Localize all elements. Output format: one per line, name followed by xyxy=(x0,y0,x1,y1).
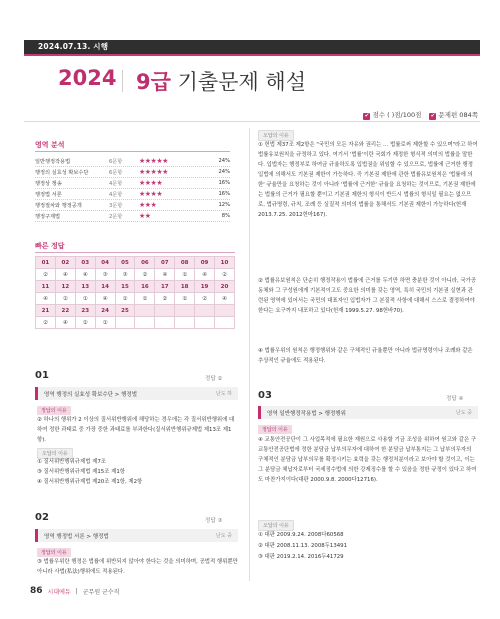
quick-answer-table xyxy=(35,256,235,329)
wrong-item: ③ 질서위반행위규제법 제15조 제1항 xyxy=(37,469,125,475)
area-count: 2문항 xyxy=(109,213,123,220)
question-number: 10 xyxy=(215,257,235,269)
header-accent-line xyxy=(24,54,480,56)
area-name: 행정절차와 행정공개 xyxy=(35,202,82,209)
checkbox-icon: ✔ xyxy=(364,113,370,119)
score-divider xyxy=(24,121,480,122)
answer-cell: ② xyxy=(55,293,75,305)
score-item xyxy=(363,110,421,120)
empty-cell xyxy=(195,305,215,317)
empty-cell xyxy=(175,317,195,329)
difficulty-label: 난도 중 xyxy=(455,410,472,416)
question-number: 17 xyxy=(155,281,175,293)
answer-cell: ① xyxy=(175,293,195,305)
answer-cell: ② xyxy=(75,317,95,329)
answer-cell: ④ xyxy=(95,293,115,305)
answer-cell: ② xyxy=(215,269,235,281)
answer-cell: ① xyxy=(135,293,155,305)
area-count: 6문항 xyxy=(109,158,123,165)
answer-cell: ③ xyxy=(95,269,115,281)
answer-cell xyxy=(115,317,135,329)
date-header-bar xyxy=(24,40,480,54)
question-number-heading: 03 xyxy=(258,390,272,401)
area-label: 영역 일반행정작용법 > 행정행위 xyxy=(267,411,346,417)
area-name: 행정의 실효성 확보수단 xyxy=(35,169,89,176)
answer-cell: ② xyxy=(36,317,56,329)
question-number: 19 xyxy=(195,281,215,293)
question-number: 14 xyxy=(95,281,115,293)
page-ref-item xyxy=(429,110,478,120)
empty-cell xyxy=(195,317,215,329)
answer-cell: ② xyxy=(155,293,175,305)
empty-cell xyxy=(135,317,155,329)
question-number: 21 xyxy=(36,305,56,317)
page-title xyxy=(136,66,306,96)
star-rating: ★★★★★ xyxy=(139,168,168,176)
answer-row xyxy=(36,293,235,305)
empty-cell xyxy=(135,305,155,317)
reason-tag: 정답의 이유 xyxy=(258,425,292,434)
empty-cell xyxy=(215,317,235,329)
question-number: 06 xyxy=(135,257,155,269)
empty-cell xyxy=(155,317,175,329)
question-number: 09 xyxy=(195,257,215,269)
star-rating: ★★★★★ xyxy=(139,157,168,165)
question-number: 16 xyxy=(135,281,155,293)
empty-cell xyxy=(215,305,235,317)
reason-tag: 정답의 이유 xyxy=(37,548,71,557)
answer-cell: ① xyxy=(115,293,135,305)
wrong-item: ④ 법률우위의 원칙은 행정행위와 같은 구체적인 규율뿐만 아니라 법규명령이나 조례와 같은 추상적인 규율에도 적용된다. xyxy=(258,348,473,364)
question-number-row xyxy=(36,257,235,269)
area-percent: 24% xyxy=(218,158,230,164)
analysis-table xyxy=(35,156,230,222)
difficulty-label: 난도 하 xyxy=(215,391,232,397)
area-count: 3문항 xyxy=(109,202,123,209)
wrong-item: ① 헌법 제37조 제2항은 "국민의 모든 자유와 권리는 … 법률로써 제한할 수 있으며"라고 하여 법률유보원칙을 규정하고 있다. 여기서 '법률'이란 국회가 제정한 형식적 의미의 법률을 말한다. 입법자는 행정부로 하여금 규율하도록 입법권을 위임할 수 있으므로, 법률에 근거한 행정입법에 의해서도 기본권 제한이 가능하다. 즉 기본권 제한에 관한 법률유보원칙은 '법률에 의한' 규율만을 요청하는 것이 아니라 '법률에 근거한' 규율을 요청하는 것이므로, 기본권 제한에는 법률의 근거가 필요할 뿐이고 기본권 제한의 형식이 반드시 법률의 형식일 필요는 없으므로, 법규명령, 규칙, 조례 등 실질적 의미의 법률을 통해서도 기본권 제한이 가능하다(헌재 2013.7.25. 2012헌마167). xyxy=(258,142,478,218)
analysis-row xyxy=(35,167,230,178)
analysis-row xyxy=(35,189,230,200)
page-footer xyxy=(30,586,119,596)
area-percent: 8% xyxy=(221,213,230,219)
question-number: 05 xyxy=(115,257,135,269)
book-title: 군무원 군수직 xyxy=(82,588,120,596)
answer-cell: ① xyxy=(75,293,95,305)
question-answer: 정답 ② xyxy=(205,376,223,382)
area-percent: 16% xyxy=(218,191,230,197)
answer-cell: ② xyxy=(135,269,155,281)
wrong-tag: 오답의 이유 xyxy=(258,520,294,531)
empty-cell xyxy=(175,305,195,317)
question-number: 23 xyxy=(75,305,95,317)
question-number: 02 xyxy=(55,257,75,269)
analysis-row xyxy=(35,156,230,167)
question-number: 04 xyxy=(95,257,115,269)
checkbox-icon: ✔ xyxy=(430,113,436,119)
quick-answer-title: 빠른 정답 xyxy=(35,242,65,250)
answer-cell: ③ xyxy=(115,269,135,281)
title-rest: 기출문제 해설 xyxy=(177,70,306,94)
analysis-title: 영역 분석 xyxy=(35,141,65,149)
area-name: 행정상 쟁송 xyxy=(35,180,62,187)
analysis-row xyxy=(35,178,230,189)
score-label: 점수 ( )점/100점 xyxy=(372,111,422,119)
reason-text: ④ 교통안전공단이 그 사업목적에 필요한 재원으로 사용할 기금 조성을 위하여 원고와 같은 구 교통안전공단법에 정한 분담금 납부의무자에 대하여 한 분담금 납부통지는 그 납부의무자의 구체적인 분담금 납부의무를 확정시키는 효력을 갖는 행정처분이라고 보아야 할 것이고, 이는 그 분담금 체납자로부터 국세징수법에 의한 강제징수를 할 수 있음을 정한 규정이 있다고 하여도 마찬가지이다(대판 2000.9.8. 2000다12716). xyxy=(258,437,477,483)
reason-tag: 정답의 이유 xyxy=(37,406,71,415)
title-year: 2024 xyxy=(58,66,117,90)
star-rating: ★★ xyxy=(139,212,151,220)
question-number-heading: 01 xyxy=(35,370,49,381)
answer-cell: ② xyxy=(36,269,56,281)
area-count: 6문항 xyxy=(109,169,123,176)
question-area-bar xyxy=(35,529,238,542)
area-percent: 12% xyxy=(218,202,230,208)
question-number-row xyxy=(36,281,235,293)
question-number: 03 xyxy=(75,257,95,269)
analysis-rule xyxy=(35,151,230,152)
wrong-item: ① 대판 2009.9.24. 2008다60568 xyxy=(258,532,344,538)
area-count: 4문항 xyxy=(109,191,123,198)
question-number: 11 xyxy=(36,281,56,293)
question-number: 07 xyxy=(155,257,175,269)
wrong-item: ② 대판 2008.11.13. 2008두13491 xyxy=(258,543,348,549)
question-number: 24 xyxy=(95,305,115,317)
empty-cell xyxy=(155,305,175,317)
question-area-bar xyxy=(258,406,478,419)
page-ref-label: 문제편 084쪽 xyxy=(438,111,478,119)
answer-row xyxy=(36,317,235,329)
area-label: 영역 행정법 서론 > 행정법 xyxy=(44,534,109,540)
title-grade: 9급 xyxy=(136,70,171,94)
score-row xyxy=(363,110,478,120)
area-label: 영역 행정의 실효성 확보수단 > 행정벌 xyxy=(44,392,138,398)
page-number: 86 xyxy=(30,586,43,596)
analysis-row xyxy=(35,211,230,222)
area-percent: 16% xyxy=(218,180,230,186)
question-number: 12 xyxy=(55,281,75,293)
answer-cell: ① xyxy=(175,269,195,281)
star-rating: ★★★★ xyxy=(139,190,163,198)
answer-cell: ④ xyxy=(55,269,75,281)
question-answer: 정답 ④ xyxy=(446,396,464,402)
wrong-item: ④ 질서위반행위규제법 제20조 제1항, 제2항 xyxy=(37,479,143,485)
wrong-item: ① 질서위반행위규제법 제7조 xyxy=(37,459,106,465)
answer-cell: ④ xyxy=(55,317,75,329)
area-name: 행정구제법 xyxy=(35,213,61,220)
reason-text: ③ 법률우위란 행정은 법률에 위반되지 않아야 한다는 것을 의미하며, 공법적 행위뿐만 아니라 사법(私法)행위에도 적용된다. xyxy=(37,559,238,575)
answer-cell: ④ xyxy=(155,269,175,281)
answer-row xyxy=(36,269,235,281)
question-number: 15 xyxy=(115,281,135,293)
area-name: 행정법 서론 xyxy=(35,191,62,198)
question-number: 20 xyxy=(215,281,235,293)
title-divider xyxy=(122,70,123,92)
exam-date: 2024.07.13. 시행 xyxy=(38,42,109,51)
question-number: 25 xyxy=(115,305,135,317)
wrong-tag: 오답의 이유 xyxy=(37,448,73,459)
area-name: 일반행정작용법 xyxy=(35,158,71,165)
reason-text: ② 하나의 행위가 2 이상의 질서위반행위에 해당하는 경우에는 각 질서위반행위에 대하여 정한 과태료 중 가장 중한 과태료를 부과한다(질서위반행위규제법 제13조 제1항). xyxy=(37,417,235,443)
answer-cell: ④ xyxy=(75,269,95,281)
question-number-heading: 02 xyxy=(35,512,49,523)
wrong-item: ③ 대판 2019.2.14. 2016두41729 xyxy=(258,554,344,560)
question-number: 01 xyxy=(36,257,56,269)
answer-cell: ① xyxy=(95,317,115,329)
answer-cell: ② xyxy=(195,293,215,305)
area-percent: 24% xyxy=(218,169,230,175)
question-answer: 정답 ③ xyxy=(205,518,223,524)
footer-separator: | xyxy=(75,587,78,595)
wrong-tag: 오답의 이유 xyxy=(258,130,294,141)
question-number-row xyxy=(36,305,235,317)
quick-answer-rule xyxy=(35,252,235,253)
difficulty-label: 난도 중 xyxy=(215,533,232,539)
star-rating: ★★★ xyxy=(139,201,157,209)
star-rating: ★★★★ xyxy=(139,179,163,187)
question-area-bar xyxy=(35,387,238,400)
area-count: 4문항 xyxy=(109,180,123,187)
wrong-item: ② 법률유보원칙은 단순히 행정작용이 법률에 근거를 두기만 하면 충분한 것이 아니라, 국가공동체와 그 구성원에게 기본적이고도 중요한 의미를 갖는 영역, 특히 국민의 기본권 실현과 관련된 영역에 있어서는 국민의 대표자인 입법자가 그 본질적 사항에 대해서 스스로 결정하여야 한다는 요구까지 내포하고 있다(헌재 1999.5.27. 98헌바70). xyxy=(258,278,477,314)
answer-cell: ④ xyxy=(36,293,56,305)
answer-cell: ④ xyxy=(215,293,235,305)
analysis-row xyxy=(35,200,230,211)
question-number: 22 xyxy=(55,305,75,317)
question-number: 18 xyxy=(175,281,195,293)
question-number: 08 xyxy=(175,257,195,269)
answer-cell: ④ xyxy=(195,269,215,281)
publisher-brand: 시대에듀 xyxy=(47,588,71,596)
column-divider xyxy=(249,128,250,581)
question-number: 13 xyxy=(75,281,95,293)
